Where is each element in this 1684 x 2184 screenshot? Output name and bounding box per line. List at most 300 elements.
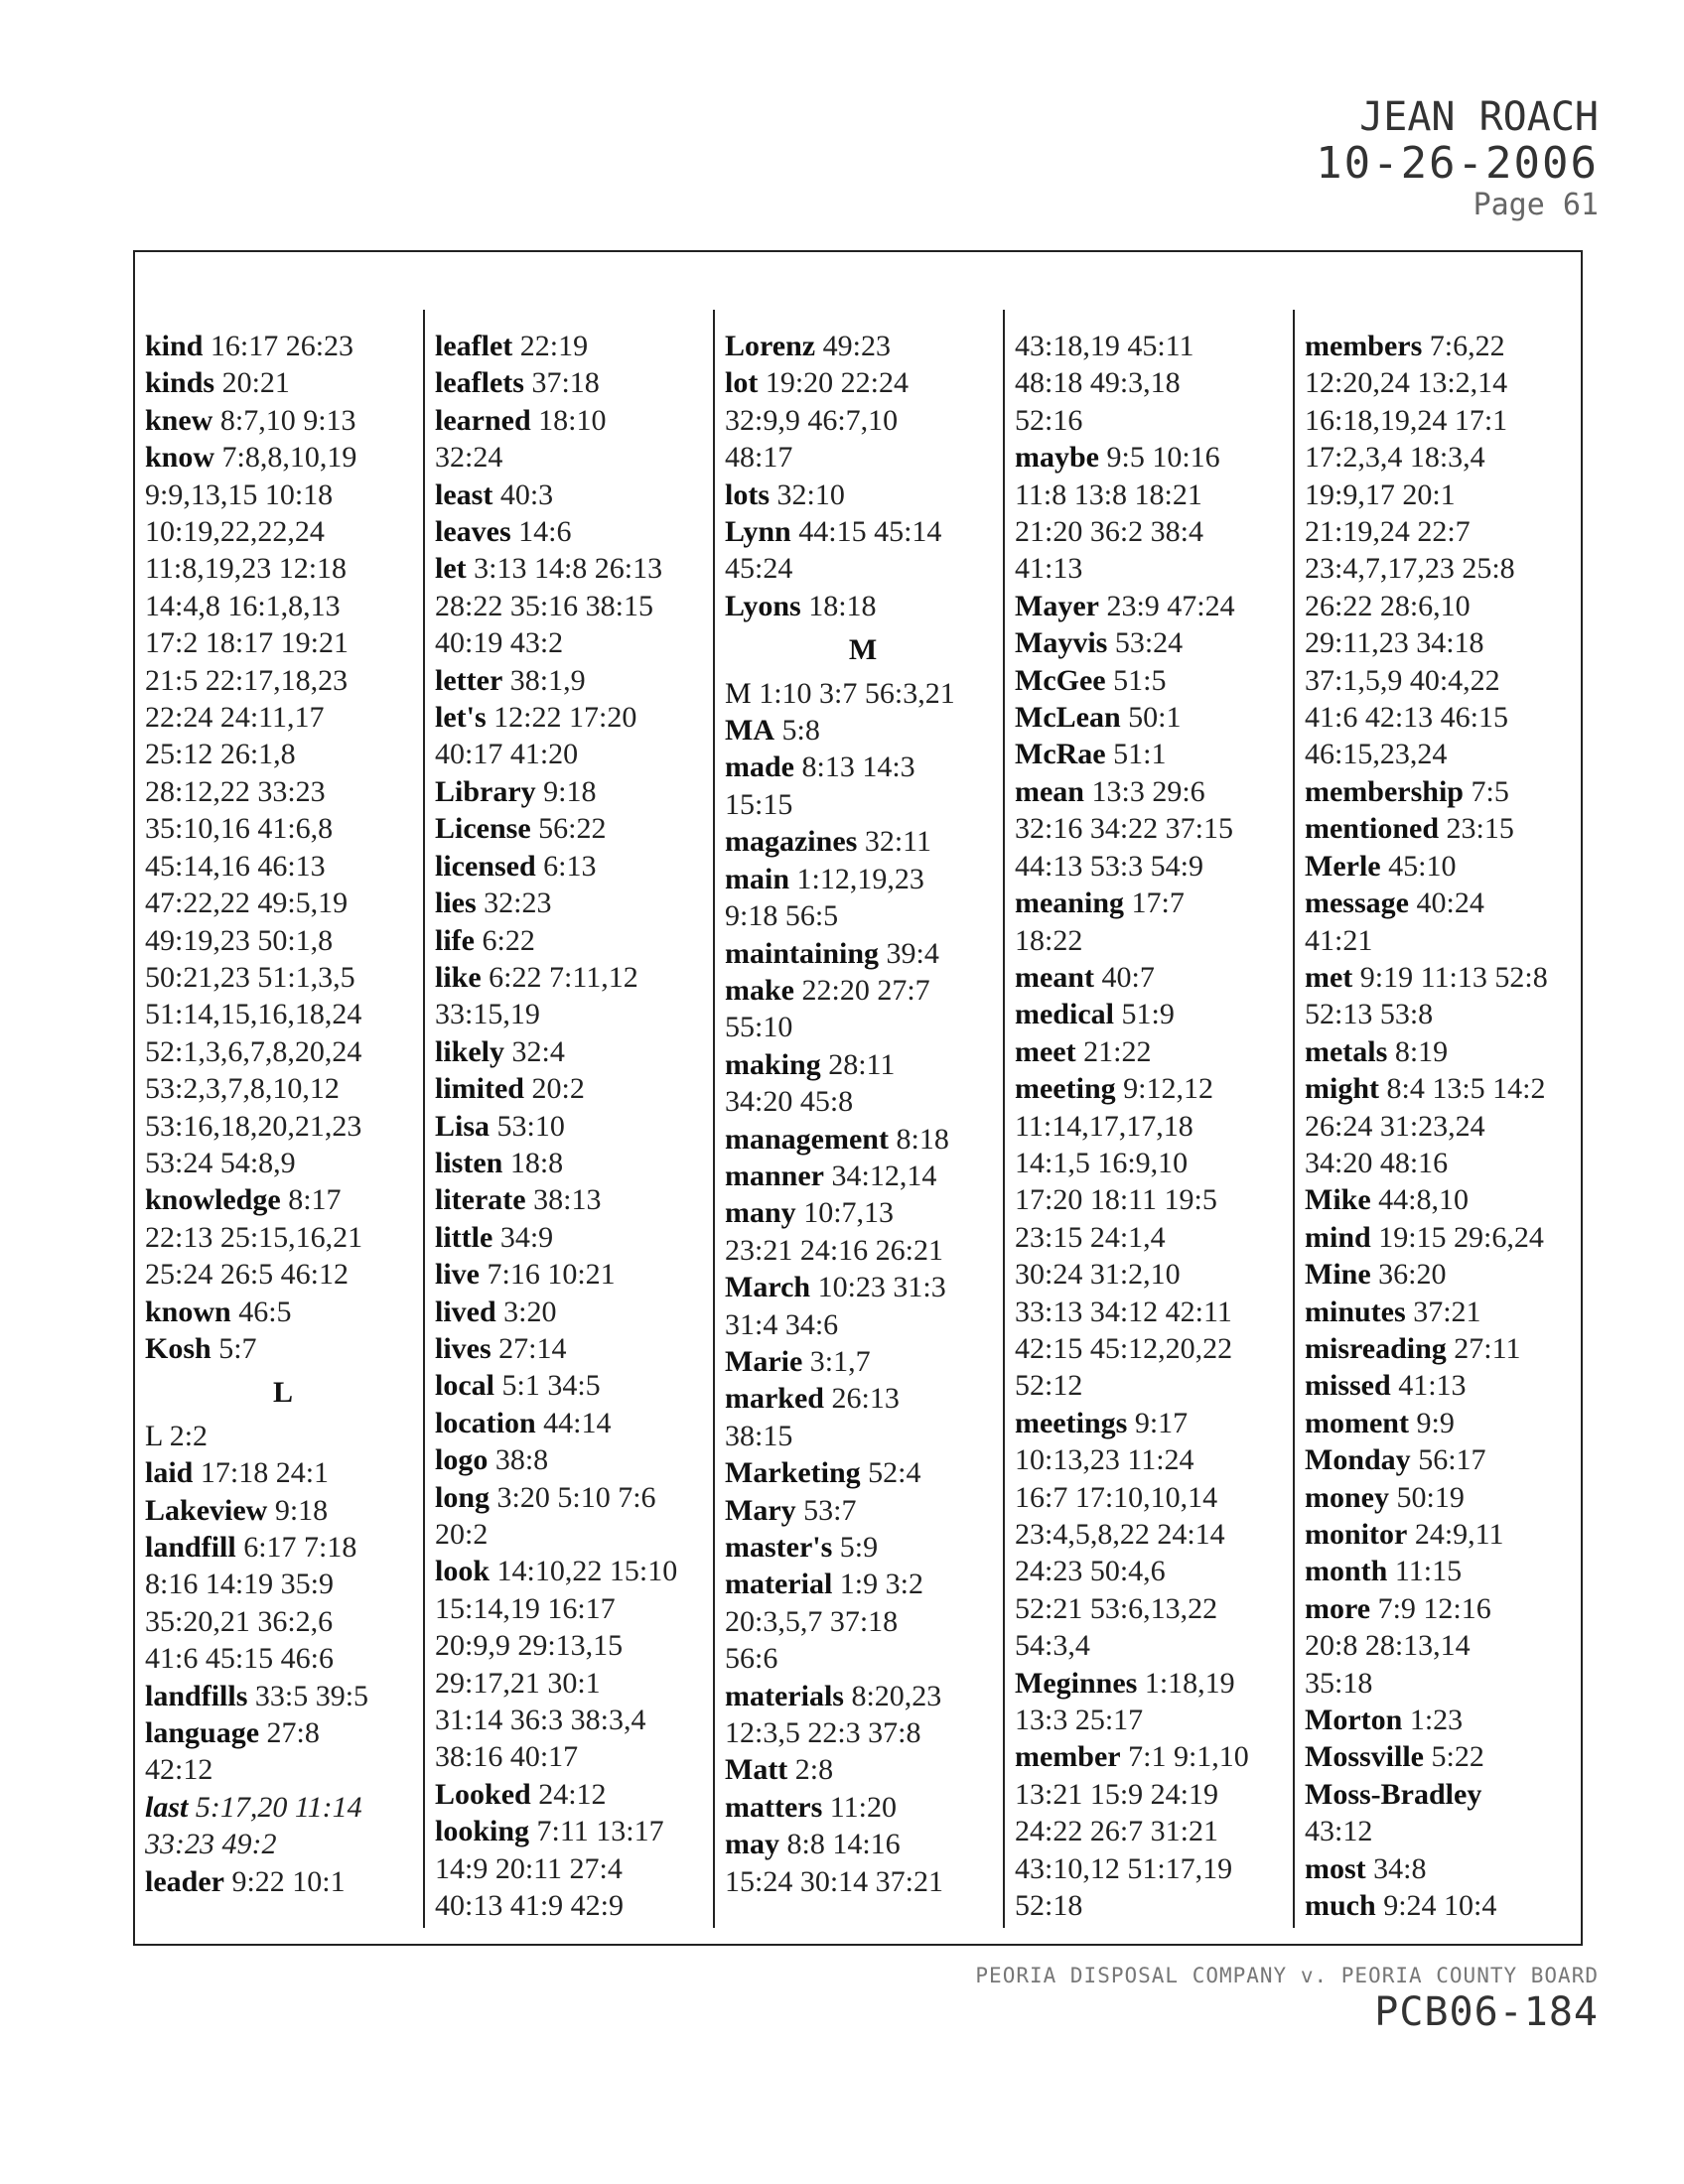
index-entry-line [435, 773, 711, 810]
page-line-refs: 1:23 [1409, 1704, 1464, 1737]
index-term: lot [725, 366, 759, 400]
index-entry-line [725, 1232, 1001, 1269]
page-line-refs: 52:13 53:8 [1305, 998, 1434, 1031]
index-term: Meginnes [1015, 1666, 1138, 1700]
index-entry-line [1305, 1479, 1581, 1516]
column-divider [423, 310, 425, 1928]
index-term: meeting [1015, 1072, 1116, 1106]
page-line-refs: 5:22 [1431, 1740, 1484, 1774]
index-entry-line [1015, 439, 1291, 476]
index-entry-line [145, 1603, 421, 1640]
index-entry-line [725, 477, 1001, 513]
page-line-refs: 52:1,3,6,7,8,20,24 [145, 1034, 362, 1068]
page-line-refs: 44:13 53:3 54:9 [1015, 849, 1204, 883]
index-entry-line [725, 1380, 1001, 1417]
index-term: many [725, 1196, 796, 1230]
page-line-refs: 32:11 [864, 825, 932, 859]
page-line-refs: 32:4 [511, 1034, 565, 1068]
page-line-refs: 21:5 22:17,18,23 [145, 663, 349, 697]
page-line-refs: 14:4,8 16:1,8,13 [145, 589, 341, 622]
index-entry-line [1015, 1887, 1291, 1924]
index-entry-line [145, 773, 421, 810]
index-term: little [435, 1220, 493, 1254]
page-line-refs: 50:1 [1128, 701, 1182, 735]
page-line-refs: 9:22 10:1 [231, 1864, 346, 1898]
page-line-refs: 9:18 56:5 [725, 899, 839, 933]
index-entry-line [145, 1714, 421, 1751]
index-term: maintaining [725, 936, 880, 970]
index-term: literate [435, 1183, 526, 1217]
index-term: least [435, 478, 493, 511]
page-line-refs: 17:2,3,4 18:3,4 [1305, 441, 1485, 475]
page-line-refs: 40:13 41:9 42:9 [435, 1889, 625, 1923]
page-line-refs: 47:22,22 49:5,19 [145, 887, 349, 920]
index-term: Mary [725, 1493, 796, 1527]
index-term: mentioned [1305, 812, 1439, 846]
index-term: limited [435, 1072, 524, 1106]
index-entry-line [145, 1181, 421, 1218]
page-line-refs: 17:20 18:11 19:5 [1015, 1183, 1217, 1217]
index-term: mean [1015, 774, 1084, 808]
index-term: landfill [145, 1531, 236, 1564]
index-entry-line [435, 959, 711, 996]
index-entry-line [1305, 1665, 1581, 1702]
index-entry-line [1015, 1702, 1291, 1738]
index-term: moment [1305, 1406, 1409, 1439]
page-line-refs: 8:19 [1394, 1034, 1449, 1068]
index-term: like [435, 960, 482, 994]
column-divider [1003, 310, 1005, 1928]
page-line-refs: 46:5 [238, 1295, 292, 1328]
page-line-refs: 21:20 36:2 38:4 [1015, 515, 1204, 549]
index-entry-line [145, 588, 421, 624]
index-entry-line [1305, 1516, 1581, 1553]
page-line-refs: 51:5 [1113, 663, 1167, 697]
page-line-refs: 29:17,21 30:1 [435, 1666, 601, 1700]
index-entry-line [1305, 959, 1581, 996]
index-term: Library [435, 774, 536, 808]
index-entry-line [725, 1009, 1001, 1045]
index-term: live [435, 1258, 480, 1292]
index-term: leader [145, 1864, 224, 1898]
page-line-refs: 53:10 [496, 1109, 565, 1143]
index-term: likely [435, 1034, 505, 1068]
index-entry-line [1305, 1145, 1581, 1181]
page-line-refs: 34:20 45:8 [725, 1085, 854, 1119]
page-line-refs: 49:19,23 50:1,8 [145, 923, 334, 957]
index-entry-line [1305, 810, 1581, 847]
index-term: Mossville [1305, 1740, 1424, 1774]
index-entry-line [1015, 1813, 1291, 1849]
page-line-refs: 40:3 [499, 478, 554, 511]
page-line-refs: 32:23 [484, 887, 552, 920]
index-entry-line [435, 1108, 711, 1145]
index-entry-line [435, 736, 711, 772]
page-line-refs: 53:16,18,20,21,23 [145, 1109, 362, 1143]
index-entry-line [435, 1627, 711, 1664]
index-entry-line [145, 699, 421, 736]
index-term: main [725, 862, 790, 895]
page-line-refs: 48:17 [725, 441, 793, 475]
index-entry-line [1305, 364, 1581, 401]
page-line-refs: 9:19 11:13 52:8 [1359, 960, 1548, 994]
page-line-refs: 33:15,19 [435, 998, 540, 1031]
index-entry-line [725, 1418, 1001, 1454]
index-entry-line [725, 1714, 1001, 1751]
page-line-refs: 20:9,9 29:13,15 [435, 1629, 624, 1663]
index-term: Mine [1305, 1258, 1371, 1292]
index-entry-line [435, 810, 711, 847]
index-term: MA [725, 714, 774, 748]
index-entry-line [1305, 1590, 1581, 1627]
index-entry-line [725, 1269, 1001, 1305]
index-entry-line [435, 1294, 711, 1330]
index-entry-line [1305, 662, 1581, 699]
index-entry-line [1305, 1294, 1581, 1330]
index-entry-line [1015, 1256, 1291, 1293]
index-term: landfills [145, 1679, 248, 1712]
page-line-refs: 15:24 30:14 37:21 [725, 1864, 944, 1898]
page-line-refs: 55:10 [725, 1011, 793, 1044]
index-entry-line [1305, 1813, 1581, 1849]
index-entry-line [435, 1070, 711, 1107]
index-entry-line [145, 810, 421, 847]
page-line-refs: 12:3,5 22:3 37:8 [725, 1716, 921, 1750]
index-entry-line [1015, 996, 1291, 1032]
index-term: licensed [435, 849, 536, 883]
page-line-refs: 15:15 [725, 787, 793, 821]
page-line-refs: 32:16 34:22 37:15 [1015, 812, 1234, 846]
index-entry-line [1305, 328, 1581, 364]
index-term: L [145, 1419, 163, 1452]
index-term: last [145, 1790, 189, 1824]
index-entry-line [1015, 1441, 1291, 1478]
page-line-refs: 5:8 [781, 714, 820, 748]
index-term: letter [435, 663, 503, 697]
page-line-refs: 17:7 [1131, 887, 1185, 920]
page-line-refs: 22:13 25:15,16,21 [145, 1220, 363, 1254]
page-line-refs: 54:3,4 [1015, 1629, 1090, 1663]
page-line-refs: 50:19 [1396, 1480, 1465, 1514]
page-line-refs: 3:20 [503, 1295, 557, 1328]
index-entry-line [435, 1665, 711, 1702]
index-entry-line [435, 1330, 711, 1367]
deponent-name: JEAN ROACH [1359, 94, 1599, 140]
index-entry-line [725, 712, 1001, 749]
page-line-refs: 38:16 40:17 [435, 1740, 579, 1774]
index-entry-line [1305, 699, 1581, 736]
page-line-refs: 31:4 34:6 [725, 1307, 839, 1341]
page-line-refs: 21:19,24 22:7 [1305, 515, 1471, 549]
index-term: meetings [1015, 1406, 1128, 1439]
page-line-refs: 3:13 14:8 26:13 [474, 552, 663, 586]
page-line-refs: 20:3,5,7 37:18 [725, 1604, 899, 1638]
page-line-refs: 52:12 [1015, 1369, 1083, 1403]
page-line-refs: 7:9 12:16 [1377, 1591, 1491, 1625]
index-term: matters [725, 1790, 823, 1824]
index-term: management [725, 1122, 889, 1156]
page-line-refs: 24:12 [538, 1777, 607, 1811]
column-divider [713, 310, 715, 1928]
index-entry-line [1305, 1070, 1581, 1107]
page-line-refs: 53:7 [803, 1493, 857, 1527]
page-line-refs: 16:17 26:23 [210, 330, 354, 362]
index-entry-line [725, 550, 1001, 587]
page-line-refs: 28:22 35:16 38:15 [435, 589, 654, 622]
index-entry-line [145, 959, 421, 996]
index-entry-line [145, 328, 421, 364]
index-entry-line [1015, 513, 1291, 550]
page-line-refs: 34:9 [499, 1220, 554, 1254]
index-entry-line [1305, 736, 1581, 772]
index-entry-line [1305, 1850, 1581, 1887]
index-entry-line [1015, 1405, 1291, 1441]
index-entry-line [1015, 1108, 1291, 1145]
index-term: leaflet [435, 330, 513, 362]
index-entry-line [1305, 1405, 1581, 1441]
index-entry-line [1305, 996, 1581, 1032]
page-line-refs: 27:11 [1454, 1331, 1521, 1365]
index-entry-line [1305, 1441, 1581, 1478]
page-line-refs: 23:4,5,8,22 24:14 [1015, 1518, 1225, 1551]
index-term: might [1305, 1072, 1379, 1106]
page-line-refs: 9:9,13,15 10:18 [145, 478, 334, 511]
index-entry-line [145, 1863, 421, 1900]
index-entry-line [1015, 624, 1291, 661]
index-term: misreading [1305, 1331, 1447, 1365]
index-entry-line [145, 513, 421, 550]
page-line-refs: 34:20 48:16 [1305, 1146, 1449, 1179]
index-entry-line [1015, 848, 1291, 885]
index-entry-line [435, 699, 711, 736]
index-term: leaflets [435, 366, 524, 400]
index-column-2 [435, 328, 711, 1924]
index-entry-line [1015, 1738, 1291, 1775]
page-line-refs: 19:20 22:24 [765, 366, 909, 400]
index-term: month [1305, 1555, 1388, 1588]
index-entry-line [145, 848, 421, 885]
index-entry-line [145, 1566, 421, 1602]
page-line-refs: 25:24 26:5 46:12 [145, 1258, 350, 1292]
index-entry-line [145, 1678, 421, 1714]
page-line-refs: 32:9,9 46:7,10 [725, 403, 899, 437]
page-line-refs: 52:4 [868, 1456, 921, 1490]
page-line-refs: 43:12 [1305, 1815, 1373, 1848]
page-line-refs: 41:21 [1305, 923, 1373, 957]
index-entry-line [1305, 1033, 1581, 1070]
column-divider [1293, 310, 1295, 1928]
page-line-refs: 15:14,19 16:17 [435, 1591, 616, 1625]
page-line-refs: 8:4 13:5 14:2 [1386, 1072, 1546, 1106]
case-caption: PEORIA DISPOSAL COMPANY v. PEORIA COUNTY BOARD [975, 1964, 1599, 1987]
index-entry-line [1015, 736, 1291, 772]
index-term: let [435, 552, 467, 586]
index-term: Lorenz [725, 330, 816, 362]
index-term: look [435, 1555, 491, 1588]
index-entry-line [1305, 1256, 1581, 1293]
index-term: members [1305, 330, 1423, 362]
page-line-refs: 35:18 [1305, 1666, 1373, 1700]
index-entry-line [1015, 1367, 1291, 1404]
page-line-refs: 3:1,7 [809, 1344, 871, 1378]
page-line-refs: 8:8 14:16 [786, 1828, 901, 1861]
index-term: Morton [1305, 1704, 1403, 1737]
page-line-refs: 48:18 49:3,18 [1015, 366, 1181, 400]
index-term: learned [435, 403, 531, 437]
page-line-refs: 40:24 [1416, 887, 1484, 920]
index-term: maybe [1015, 441, 1099, 475]
page-line-refs: 10:19,22,22,24 [145, 515, 325, 549]
index-term: master's [725, 1531, 833, 1564]
index-entry-line [725, 588, 1001, 624]
index-term: make [725, 973, 794, 1007]
page-line-refs: 7:16 10:21 [487, 1258, 616, 1292]
page-line-refs: 25:12 26:1,8 [145, 738, 296, 771]
index-entry-line [725, 1566, 1001, 1602]
page-line-refs: 13:21 15:9 24:19 [1015, 1777, 1219, 1811]
page-line-refs: 33:23 49:2 [145, 1828, 277, 1861]
index-entry-line [1015, 1330, 1291, 1367]
index-term: Looked [435, 1777, 531, 1811]
page-line-refs: 6:13 [543, 849, 597, 883]
index-term: manner [725, 1159, 824, 1192]
index-term: let's [435, 701, 487, 735]
index-term: medical [1015, 998, 1114, 1031]
index-entry-line [145, 922, 421, 959]
index-term: made [725, 751, 794, 784]
index-entry-line [725, 1343, 1001, 1380]
case-number: PCB06-184 [1374, 1989, 1599, 2035]
page-line-refs: 38:15 [725, 1419, 793, 1452]
index-entry-line [1305, 1738, 1581, 1775]
index-entry-line [1305, 1553, 1581, 1589]
section-letter: M [848, 633, 878, 667]
index-entry-line [725, 935, 1001, 972]
page-line-refs: 52:18 [1015, 1889, 1083, 1923]
index-term: Lynn [725, 515, 791, 549]
index-entry-line [435, 624, 711, 661]
page-line-refs: 7:5 [1471, 774, 1509, 808]
page-line-refs: 13:3 29:6 [1091, 774, 1205, 808]
index-entry-line [725, 786, 1001, 823]
page-line-refs: 8:17 [288, 1183, 342, 1217]
index-entry-line [435, 1887, 711, 1924]
deposition-date: 10-26-2006 [1316, 138, 1599, 189]
page-line-refs: 19:9,17 20:1 [1305, 478, 1456, 511]
page-line-refs: 11:8,19,23 12:18 [145, 552, 348, 586]
index-entry-line [145, 1529, 421, 1566]
index-column-5 [1305, 328, 1581, 1924]
index-entry-line [725, 749, 1001, 785]
index-entry-line [1305, 1181, 1581, 1218]
index-entry-line [1015, 810, 1291, 847]
page-line-refs: 5:17,20 11:14 [195, 1790, 362, 1824]
index-entry-line [435, 996, 711, 1032]
index-entry-line [145, 439, 421, 476]
page-line-refs: 11:8 13:8 18:21 [1015, 478, 1202, 511]
index-entry-line [725, 1454, 1001, 1491]
index-term: kind [145, 330, 204, 362]
page-line-refs: 41:6 42:13 46:15 [1305, 701, 1509, 735]
page-line-refs: 53:24 54:8,9 [145, 1146, 296, 1179]
page-line-refs: 56:6 [725, 1642, 778, 1676]
index-entry-line [435, 1590, 711, 1627]
index-frame [133, 250, 1583, 1946]
index-entry-line [145, 1789, 421, 1826]
index-term: metals [1305, 1034, 1388, 1068]
index-term: meaning [1015, 887, 1125, 920]
page-line-refs: 17:18 24:1 [200, 1456, 330, 1490]
page-line-refs: 12:22 17:20 [493, 701, 637, 735]
page-line-refs: 34:12,14 [831, 1159, 937, 1192]
page-line-refs: 37:1,5,9 40:4,22 [1305, 663, 1500, 697]
index-entry-line [145, 1033, 421, 1070]
index-entry-line [725, 1492, 1001, 1529]
index-term: lives [435, 1331, 491, 1365]
page-line-refs: 26:22 28:6,10 [1305, 589, 1471, 622]
index-entry-line [1015, 1145, 1291, 1181]
page-line-refs: 32:10 [776, 478, 845, 511]
index-entry-line [1305, 439, 1581, 476]
index-entry-line [725, 1826, 1001, 1862]
page-line-refs: 2:2 [169, 1419, 209, 1452]
page-line-refs: 9:9 [1416, 1406, 1455, 1439]
index-term: Merle [1305, 849, 1381, 883]
index-entry-line [725, 1529, 1001, 1566]
index-term: lived [435, 1295, 496, 1328]
index-term: mind [1305, 1220, 1371, 1254]
index-term: knowledge [145, 1183, 281, 1217]
page-line-refs: 24:9,11 [1414, 1518, 1504, 1551]
page-line-refs: 30:24 31:2,10 [1015, 1258, 1181, 1292]
index-entry-line [1305, 588, 1581, 624]
page-line-refs: 44:8,10 [1378, 1183, 1469, 1217]
page-line-refs: 3:20 5:10 7:6 [496, 1480, 656, 1514]
page-line-refs: 9:18 [274, 1493, 329, 1527]
index-term: long [435, 1480, 491, 1514]
page-line-refs: 39:4 [886, 936, 939, 970]
page-line-refs: 46:15,23,24 [1305, 738, 1448, 771]
index-term: meet [1015, 1034, 1076, 1068]
page-line-refs: 20:8 28:13,14 [1305, 1629, 1471, 1663]
index-entry-line [1015, 328, 1291, 364]
index-entry-line [725, 1789, 1001, 1826]
page-line-refs: 27:14 [498, 1331, 567, 1365]
index-entry-line [145, 402, 421, 439]
index-term: Moss-Bradley [1305, 1777, 1482, 1811]
index-entry-line [435, 1219, 711, 1256]
index-term: knew [145, 403, 213, 437]
index-entry-line [145, 550, 421, 587]
index-entry-line [1305, 550, 1581, 587]
index-entry-line [145, 624, 421, 661]
index-term: materials [725, 1679, 844, 1712]
index-entry-line [1015, 885, 1291, 921]
index-entry-line [1015, 550, 1291, 587]
index-column-3 [725, 328, 1001, 1900]
index-entry-line [435, 848, 711, 885]
index-entry-line [725, 1751, 1001, 1788]
index-entry-line [435, 364, 711, 401]
index-entry-line [145, 885, 421, 921]
index-term: Monday [1305, 1443, 1411, 1477]
page-line-refs: 9:18 [543, 774, 597, 808]
page-line-refs: 8:7,10 9:13 [219, 403, 356, 437]
index-term: meant [1015, 960, 1094, 994]
index-term: lies [435, 887, 477, 920]
index-entry-line [1015, 1479, 1291, 1516]
page-line-refs: 37:21 [1413, 1295, 1481, 1328]
